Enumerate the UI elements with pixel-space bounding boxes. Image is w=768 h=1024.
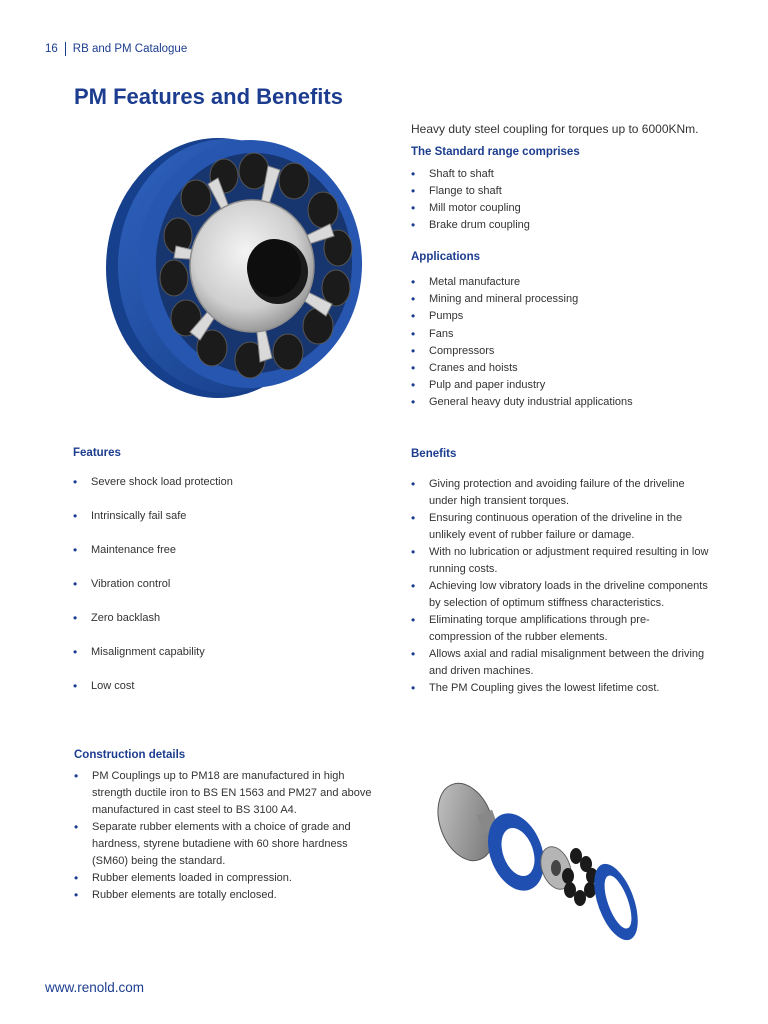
list-item: • Maintenance free — [73, 542, 233, 576]
list-item: • Vibration control — [73, 576, 233, 610]
intro-text: Heavy duty steel coupling for torques up to 6000KNm. — [411, 122, 699, 136]
pm-coupling-image — [100, 126, 370, 406]
catalogue-name: RB and PM Catalogue — [72, 43, 188, 55]
list-item: • Shaft to shaft — [411, 166, 530, 183]
applications-heading: Applications — [411, 251, 481, 263]
list-item: • The PM Coupling gives the lowest lifetime cost. — [411, 680, 711, 697]
list-item: • General heavy duty industrial applications — [411, 394, 633, 411]
list-item: • With no lubrication or adjustment required resulting in low running costs. — [411, 544, 711, 578]
standard-range-heading: The Standard range comprises — [411, 146, 580, 158]
list-item: • Pulp and paper industry — [411, 377, 633, 394]
list-item: • Compressors — [411, 343, 633, 360]
features-heading: Features — [73, 447, 121, 459]
list-item: • PM Couplings up to PM18 are manufactured in high strength ductile iron to BS EN 1563 and PM27 and above manufactured in cast steel to BS 3100 A4. — [74, 768, 384, 819]
list-item: • Severe shock load protection — [73, 474, 233, 508]
page-number: 16 — [45, 43, 58, 55]
list-item: • Giving protection and avoiding failure of the driveline under high transient torques. — [411, 476, 711, 510]
exploded-view-image — [428, 778, 643, 950]
list-item: • Mill motor coupling — [411, 200, 530, 217]
list-item: • Brake drum coupling — [411, 217, 530, 234]
construction-heading: Construction details — [74, 749, 186, 761]
list-item: • Low cost — [73, 678, 233, 712]
list-item: • Rubber elements loaded in compression. — [74, 870, 384, 887]
list-item: • Pumps — [411, 308, 633, 325]
list-item: • Achieving low vibratory loads in the driveline components by selection of optimum stiffness characteristics. — [411, 578, 711, 612]
list-item: • Flange to shaft — [411, 183, 530, 200]
list-item: • Metal manufacture — [411, 274, 633, 291]
applications-list — [411, 274, 633, 412]
features-list — [73, 474, 233, 712]
list-item: • Separate rubber elements with a choice of grade and hardness, styrene butadiene with 60 shore hardness (SM60) being the standard. — [74, 819, 384, 870]
benefits-list — [411, 476, 711, 697]
list-item: • Ensuring continuous operation of the driveline in the unlikely event of rubber failure or damage. — [411, 510, 711, 544]
list-item: • Fans — [411, 326, 633, 343]
list-item: • Intrinsically fail safe — [73, 508, 233, 542]
header-divider — [65, 42, 66, 56]
benefits-heading: Benefits — [411, 448, 457, 460]
list-item: • Cranes and hoists — [411, 360, 633, 377]
list-item: • Allows axial and radial misalignment between the driving and driven machines. — [411, 646, 711, 680]
page-header — [45, 42, 187, 56]
list-item: • Eliminating torque amplifications through pre-compression of the rubber elements. — [411, 612, 711, 646]
list-item: • Zero backlash — [73, 610, 233, 644]
list-item: • Rubber elements are totally enclosed. — [74, 887, 384, 904]
page-title: PM Features and Benefits — [74, 84, 343, 109]
list-item: • Mining and mineral processing — [411, 291, 633, 308]
construction-list — [74, 768, 384, 904]
list-item: • Misalignment capability — [73, 644, 233, 678]
footer-url[interactable]: www.renold.com — [45, 980, 145, 995]
standard-range-list — [411, 166, 530, 234]
